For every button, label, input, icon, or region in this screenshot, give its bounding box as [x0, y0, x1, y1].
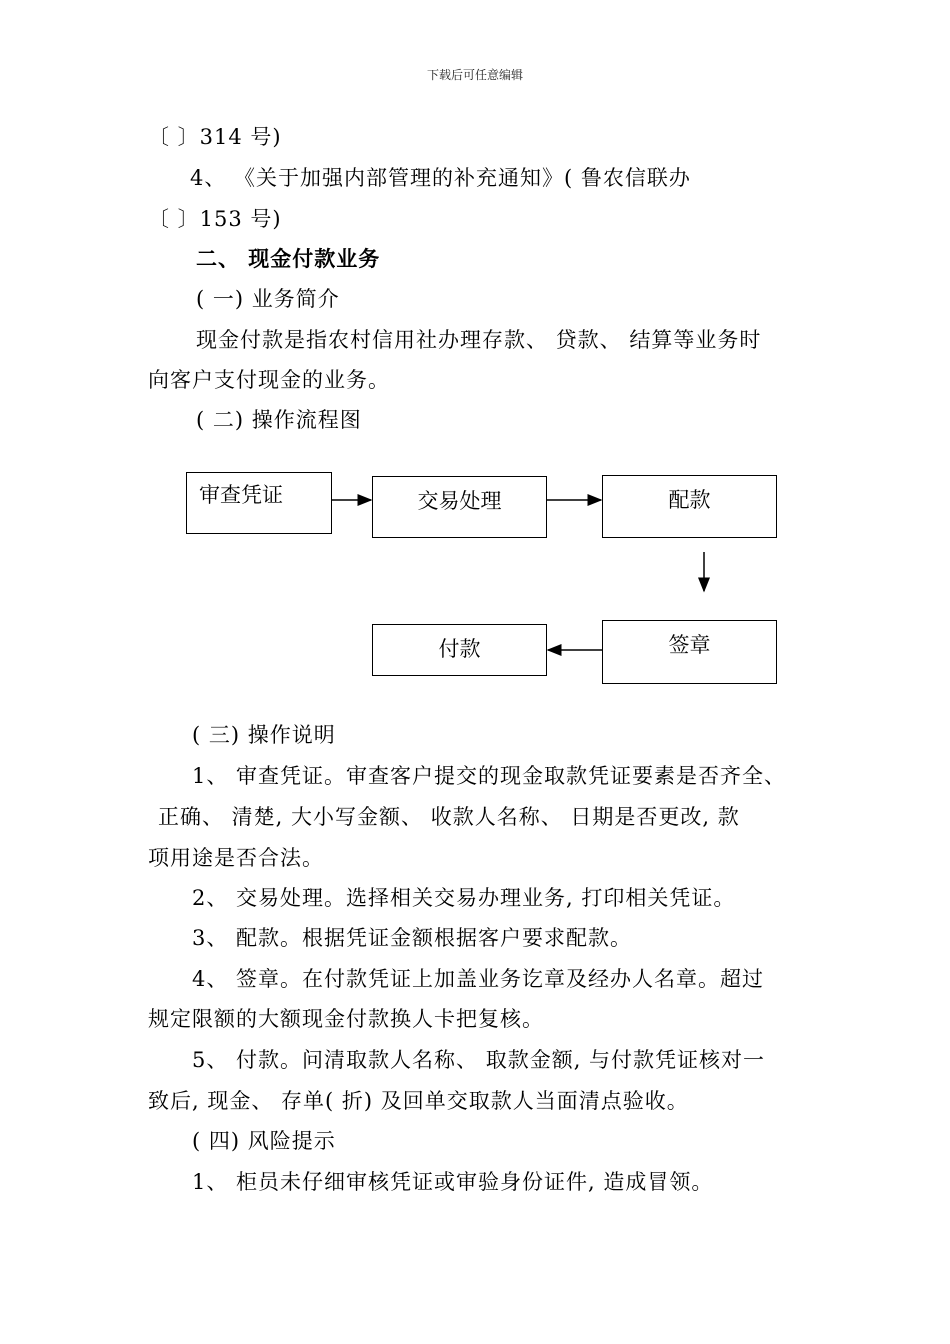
text-line: 规定限额的大额现金付款换人卡把复核。	[148, 1007, 544, 1031]
text-line: 1、 柜员未仔细审核凭证或审验身份证件, 造成冒领。	[192, 1170, 714, 1194]
text-line: 项用途是否合法。	[148, 846, 324, 870]
text-line: 现金付款是指农村信用社办理存款、 贷款、 结算等业务时	[196, 328, 762, 352]
text-line: 3、 配款。根据凭证金额根据客户要求配款。	[192, 926, 633, 950]
flow-step-label: 付款	[438, 637, 481, 661]
page-header-note: 下载后可任意编辑	[426, 68, 523, 82]
text-line: 致后, 现金、 存单( 折) 及回单交取款人当面清点验收。	[148, 1089, 689, 1113]
text-line: 4、 《关于加强内部管理的补充通知》( 鲁农信联办	[190, 166, 691, 190]
flow-step-label: 审查凭证	[199, 483, 283, 507]
text-line: 1、 审查凭证。审查客户提交的现金取款凭证要素是否齐全、	[192, 764, 787, 788]
text-line: 〔 〕153 号)	[148, 207, 282, 231]
flow-step-label: 交易处理	[417, 489, 502, 513]
text-line: 向客户支付现金的业务。	[148, 368, 390, 392]
text-line: 5、 付款。问清取款人名称、 取款金额, 与付款凭证核对一	[192, 1048, 766, 1072]
text-line: 2、 交易处理。选择相关交易办理业务, 打印相关凭证。	[192, 886, 736, 910]
subsection-heading: ( 二) 操作流程图	[196, 408, 362, 432]
subsection-heading: ( 四) 风险提示	[192, 1129, 336, 1153]
subsection-heading: ( 三) 操作说明	[192, 723, 336, 747]
text-line: 正确、 清楚, 大小写金额、 收款人名称、 日期是否更改, 款	[158, 805, 740, 829]
subsection-heading: ( 一) 业务简介	[196, 287, 340, 311]
section-heading: 二、 现金付款业务	[196, 246, 381, 271]
flow-step-label: 签章	[668, 633, 711, 657]
flow-step-label: 配款	[668, 488, 711, 512]
text-line: 〔 〕314 号)	[148, 125, 282, 149]
text-line: 4、 签章。在付款凭证上加盖业务讫章及经办人名章。超过	[192, 967, 765, 991]
